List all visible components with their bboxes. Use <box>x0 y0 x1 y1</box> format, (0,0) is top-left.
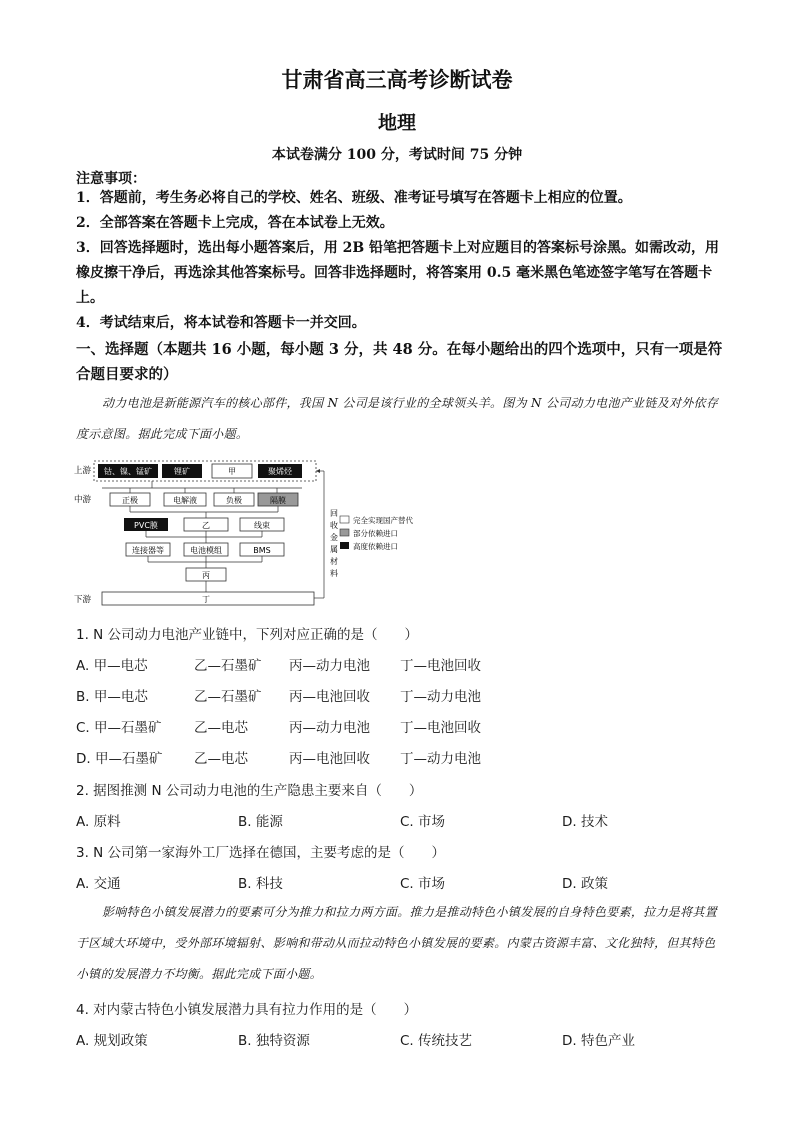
box-cobalt-label: 钴、镍、锰矿 <box>104 467 152 476</box>
q1-option-a-3: 丙—动力电池 <box>289 658 370 674</box>
q4-option-d: D. 特色产业 <box>562 1033 635 1049</box>
box-anode-label: 负极 <box>226 496 242 505</box>
q2-option-c: C. 市场 <box>400 814 446 830</box>
box-yi-label: 乙 <box>202 521 210 530</box>
box-separator-label: 隔膜 <box>270 496 286 505</box>
q1-option-c-4: 丁—电池回收 <box>400 720 481 736</box>
q1-option-a: A. 甲—电芯 <box>76 658 148 674</box>
q3-option-a: A. 交通 <box>76 876 121 892</box>
subject-title: 地理 <box>377 112 416 134</box>
q2-option-a: A. 原料 <box>76 814 121 830</box>
recycle-label: 回收金属材料 <box>330 509 338 578</box>
legend-partial: 部分依赖进口 <box>353 529 398 538</box>
exam-meta: 本试卷满分 100 分，考试时间 75 分钟 <box>271 147 523 163</box>
q3-option-c: C. 市场 <box>400 876 446 892</box>
q1-option-d-2: 乙—电芯 <box>194 751 248 767</box>
material-1: 动力电池是新能源汽车的核心部件，我国 N 公司是该行业的全球领头羊。图为 N 公司动力电池产业链及对外依存度示意图。据此完成下面小题。 <box>76 396 719 441</box>
material-2: 影响特色小镇发展潜力的要素可分为推力和拉力两方面。推力是推动特色小镇发展的自身特色要素，拉力是将其置于区域大环境中，受外部环境辐射、影响和带动从而拉动特色小镇发展的要素。内蒙古资源丰富、文化独特，但其特色小镇的发展潜力不均衡。据此完成下面小题。 <box>76 905 718 981</box>
box-bing-label: 丙 <box>202 571 210 580</box>
question-4-stem: 4. 对内蒙古特色小镇发展潜力具有拉力作用的是（ ） <box>76 1002 418 1018</box>
legend-high: 高度依赖进口 <box>353 542 398 551</box>
box-polyolefin-label: 聚烯烃 <box>268 467 292 476</box>
box-pvc-label: PVC膜 <box>134 521 158 530</box>
q1-option-b: B. 甲—电芯 <box>76 689 148 705</box>
q2-option-b: B. 能源 <box>238 814 283 830</box>
row-label-midstream: 中游 <box>74 495 92 505</box>
q3-option-b: B. 科技 <box>238 876 283 892</box>
notes-heading: 注意事项： <box>76 171 146 187</box>
note-item: 4．考试结束后，将本试卷和答题卡一并交回。 <box>76 315 366 331</box>
row-label-upstream: 上游 <box>74 466 92 476</box>
exam-title: 甘肃省高三高考诊断试卷 <box>281 67 513 92</box>
box-bms-label: BMS <box>253 546 271 555</box>
q1-option-a-4: 丁—电池回收 <box>400 658 481 674</box>
q4-option-c: C. 传统技艺 <box>400 1033 473 1049</box>
q2-option-d: D. 技术 <box>562 814 608 830</box>
box-cathode-label: 正极 <box>122 496 138 505</box>
question-3-stem: 3. N 公司第一家海外工厂选择在德国，主要考虑的是（ ） <box>76 845 446 861</box>
q1-option-c: C. 甲—石墨矿 <box>76 720 162 736</box>
question-1-stem: 1. N 公司动力电池产业链中，下列对应正确的是（ ） <box>76 627 419 643</box>
q1-option-b-2: 乙—石墨矿 <box>194 689 262 705</box>
note-item: 1．答题前，考生务必将自己的学校、姓名、班级、准考证号填写在答题卡上相应的位置。 <box>76 190 632 206</box>
q1-option-c-2: 乙—电芯 <box>194 720 248 736</box>
row-label-downstream: 下游 <box>74 595 92 605</box>
section-heading: 一、选择题（本题共 16 小题，每小题 3 分，共 48 分。在每小题给出的四个选项中，只有一项是符合题目要求的） <box>76 341 723 383</box>
box-lithium-label: 锂矿 <box>174 467 190 476</box>
q4-option-b: B. 独特资源 <box>238 1033 310 1049</box>
box-electrolyte-label: 电解液 <box>173 496 197 505</box>
q1-option-d: D. 甲—石墨矿 <box>76 751 163 767</box>
q1-option-a-2: 乙—石墨矿 <box>194 658 262 674</box>
q1-option-c-3: 丙—动力电池 <box>289 720 370 736</box>
q1-option-b-4: 丁—动力电池 <box>400 689 481 705</box>
note-item: 3．回答选择题时，选出每小题答案后，用 2B 铅笔把答题卡上对应题目的答案标号涂黑。如需改动，用橡皮擦干净后，再选涂其他答案标号。回答非选择题时，将答案用 0.5 毫米黑色笔迹签字笔写在答题卡上。 <box>76 240 720 306</box>
industry-chain-figure <box>72 458 452 608</box>
legend-full: 完全实现国产替代 <box>353 516 413 525</box>
q1-option-b-3: 丙—电池回收 <box>289 689 370 705</box>
q4-option-a: A. 规划政策 <box>76 1033 148 1049</box>
box-connector-label: 连接器等 <box>132 546 164 555</box>
box-jia-label: 甲 <box>228 467 236 476</box>
q1-option-d-3: 丙—电池回收 <box>289 751 370 767</box>
question-2-stem: 2. 据图推测 N 公司动力电池的生产隐患主要来自（ ） <box>76 783 423 799</box>
q3-option-d: D. 政策 <box>562 876 608 892</box>
notes-list <box>76 186 726 336</box>
box-ding-label: 丁 <box>202 595 210 604</box>
q1-option-d-4: 丁—动力电池 <box>400 751 481 767</box>
box-harness-label: 线束 <box>254 521 270 530</box>
box-module-label: 电池模组 <box>190 546 222 555</box>
note-item: 2．全部答案在答题卡上完成，答在本试卷上无效。 <box>76 215 394 231</box>
